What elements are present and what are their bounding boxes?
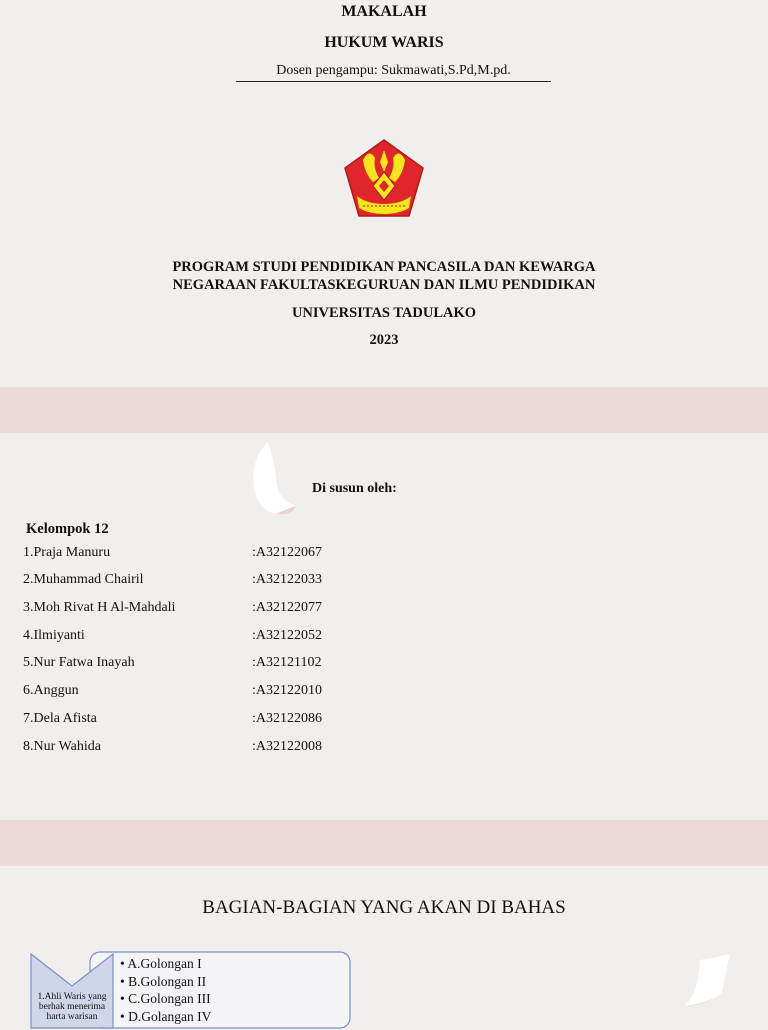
member-nim: :A32122010: [252, 683, 322, 698]
member-nim: :A32122052: [252, 628, 322, 643]
year: 2023: [369, 332, 399, 348]
document-title: MAKALAH: [341, 3, 427, 20]
member-name: 2.Muhammad Chairil: [23, 572, 144, 587]
program-line-2: NEGARAAN FAKULTASKEGURUAN DAN ILMU PENDIDIKAN: [172, 277, 596, 293]
divider-band: [0, 387, 768, 433]
member-nim: :A32121102: [252, 655, 322, 670]
document-subtitle: HUKUM WARIS: [324, 34, 444, 51]
study-program: [0, 258, 768, 294]
member-name: 8.Nur Wahida: [23, 739, 101, 754]
member-name: 5.Nur Fatwa Inayah: [23, 655, 135, 670]
subitem: • B.Golongan II: [120, 973, 207, 989]
member-nim: :A32122086: [252, 711, 322, 726]
divider-band: [0, 820, 768, 866]
subitem: • C.Golongan III: [120, 991, 211, 1006]
university-logo: [343, 138, 425, 220]
member-nim: :A32122033: [252, 572, 322, 587]
member-nim: :A32122077: [252, 600, 322, 615]
topic-subitems: [120, 955, 211, 1025]
topics-heading: BAGIAN-BAGIAN YANG AKAN DI BAHAS: [202, 897, 566, 918]
member-name: 7.Dela Afista: [23, 711, 97, 726]
member-nim: :A32122008: [252, 739, 322, 754]
member-nim: :A32122067: [252, 545, 322, 560]
lecturer-line: Dosen pengampu: Sukmawati,S.Pd,M.pd.: [236, 63, 551, 82]
topic-item-label: 1.Ahli Waris yang berhak menerima harta warisan: [37, 992, 107, 1022]
decorative-leaf-icon: [678, 952, 734, 1012]
authors-heading: Di susun oleh:: [312, 481, 397, 496]
member-name: 3.Moh Rivat H Al-Mahdali: [23, 600, 176, 615]
member-name: 6.Anggun: [23, 683, 79, 698]
group-name: Kelompok 12: [26, 521, 109, 537]
subitem: • D.Golangan IV: [120, 1008, 212, 1024]
university-name: UNIVERSITAS TADULAKO: [291, 305, 477, 321]
subitem: • A.Golongan I: [120, 956, 202, 971]
member-name: 4.Ilmiyanti: [23, 628, 85, 643]
program-line-1: PROGRAM STUDI PENDIDIKAN PANCASILA DAN KEWARGA: [172, 259, 596, 275]
member-name: 1.Praja Manuru: [23, 545, 111, 560]
decorative-leaf-icon: [248, 440, 298, 520]
